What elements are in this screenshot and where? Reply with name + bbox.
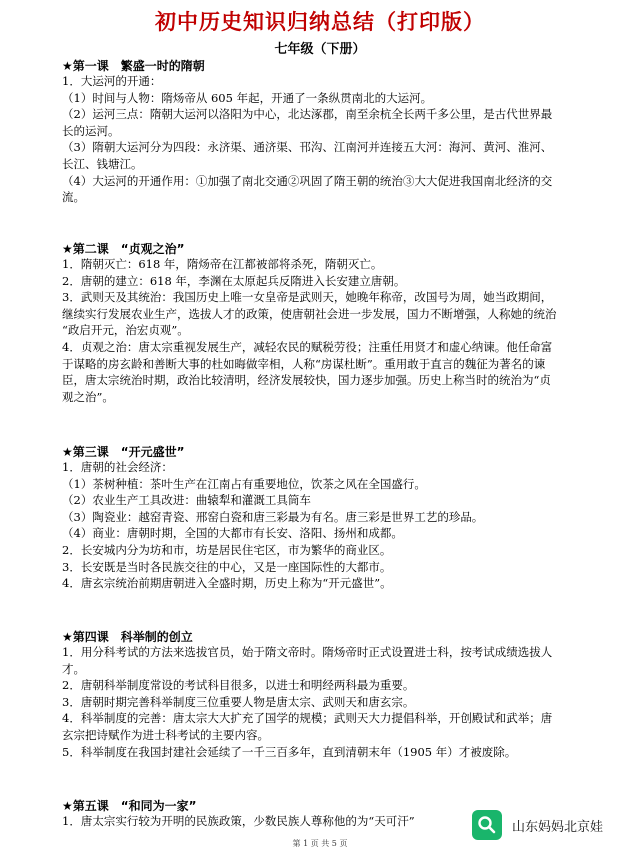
- lesson-line: 1．大运河的开通：: [62, 74, 162, 88]
- lesson-line: 观之治”。: [62, 389, 114, 404]
- lesson-line: 4．唐玄宗统治前期唐朝进入全盛时期，历史上称为“开元盛世”。: [62, 576, 392, 591]
- lesson-line: 1．用分科考试的方法来选拔官员，始于隋文帝时。隋炀帝时正式设置进士科，按考试成绩选拔人: [62, 645, 553, 659]
- lesson-line: 臣，唐太宗统治时期，政治比较清明，经济发展较快，国力逐步加强。历史上称当时的统治为“贞: [62, 373, 551, 388]
- lesson-line: 3．唐朝时期完善科举制度三位重要人物是唐太宗、武则天和唐玄宗。: [62, 694, 415, 709]
- lesson-heading: ★第三课 “开元盛世”: [62, 445, 185, 459]
- lesson-line: 才。: [62, 661, 85, 676]
- lesson-heading: ★第二课 “贞观之治”: [62, 242, 185, 256]
- search-icon: [472, 810, 502, 840]
- lesson-line: （3）隋朝大运河分为四段：永济渠、通济渠、邗沟、江南河并连接五大河：海河、黄河、淮河、: [62, 140, 553, 155]
- lesson-line: （2）农业生产工具改进：曲辕犁和灌溉工具筒车: [62, 493, 311, 508]
- lesson-heading: ★第一课 繁盛一时的隋朝: [62, 59, 205, 73]
- lesson-line: 3．武则天及其统治：我国历史上唯一女皇帝是武则天，她晚年称帝，改国号为周，她当政期间，: [62, 290, 553, 305]
- lesson-line: 流。: [62, 190, 85, 205]
- lesson-line: 继续实行发展农业生产，选拔人才的政策，使唐朝社会进一步发展，国力不断增强，人称她的统治: [62, 306, 557, 321]
- lesson-line: 长江、钱塘江。: [62, 157, 143, 171]
- lesson-heading: ★第四课 科举制的创立: [62, 630, 193, 644]
- lesson-line: 2．唐朝科举制度常设的考试科目很多，以进士和明经两科最为重要。: [62, 678, 415, 693]
- lesson-line: “政启开元，治宏贞观”。: [62, 323, 189, 338]
- watermark: [472, 808, 632, 842]
- lesson-line: （1）茶树种植：茶叶生产在江南占有重要地位，饮茶之风在全国盛行。: [62, 476, 426, 491]
- lesson-line: （3）陶瓷业：越窑青瓷、邢窑白瓷和唐三彩最为有名。唐三彩是世界工艺的珍品。: [62, 509, 484, 524]
- watermark-text: 山东妈妈北京娃: [508, 814, 607, 837]
- lesson-line: 2．长安城内分为坊和市，坊是居民住宅区，市为繁华的商业区。: [62, 543, 392, 557]
- lesson-line: 玄宗把诗赋作为进士科考试的主要内容。: [62, 728, 269, 742]
- lesson-line: 4．贞观之治：唐太宗重视发展生产，减轻农民的赋税劳役；注重任用贤才和虚心纳谏。他任命富: [62, 340, 553, 354]
- lesson-line: 1．唐朝的社会经济：: [62, 460, 173, 474]
- lesson-line: 1．唐太宗实行较为开明的民族政策，少数民族人尊称他的为“天可汗”: [62, 814, 415, 828]
- lesson-line: 于谋略的房玄龄和善断大事的杜如晦做宰相，人称“房谋杜断”。重用敢于直言的魏征为著名的谏: [62, 356, 546, 371]
- lesson-heading: ★第五课 “和同为一家”: [62, 799, 197, 813]
- lesson-line: 4．科举制度的完善：唐太宗大大扩充了国学的规模；武则天大力提倡科举，开创殿试和武举；唐: [62, 711, 553, 726]
- lesson-line: 2．唐朝的建立：618 年，李渊在太原起兵反隋进入长安建立唐朝。: [62, 273, 406, 288]
- lesson-line: （4）商业：唐朝时期，全国的大都市有长安、洛阳、扬州和成都。: [62, 526, 403, 541]
- lesson-line: 5．科举制度在我国封建社会延续了一千三百多年，直到清朝末年（1905 年）才被废除。: [62, 744, 517, 759]
- lesson-line: （2）运河三点：隋朝大运河以洛阳为中心，北达涿郡，南至余杭全长两千多公里，是古代世界最: [62, 107, 553, 122]
- page-title: 初中历史知识归纳总结（打印版）: [155, 10, 485, 34]
- lesson-line: （1）时间与人物：隋炀帝从 605 年起，开通了一条纵贯南北的大运河。: [62, 90, 433, 105]
- lesson-line: （4）大运河的开通作用：①加强了南北交通②巩固了隋王朝的统治③大大促进我国南北经济的交: [62, 173, 553, 188]
- page-subtitle: 七年级（下册）: [274, 42, 366, 57]
- lesson-line: 3．长安既是当时各民族交往的中心，又是一座国际性的大都市。: [62, 559, 392, 574]
- lesson-line: 1．隋朝灭亡：618 年，隋炀帝在江都被部将杀死，隋朝灭亡。: [62, 257, 383, 271]
- page-footer: 第 1 页 共 5 页: [292, 839, 348, 848]
- lesson-line: 长的运河。: [62, 123, 120, 138]
